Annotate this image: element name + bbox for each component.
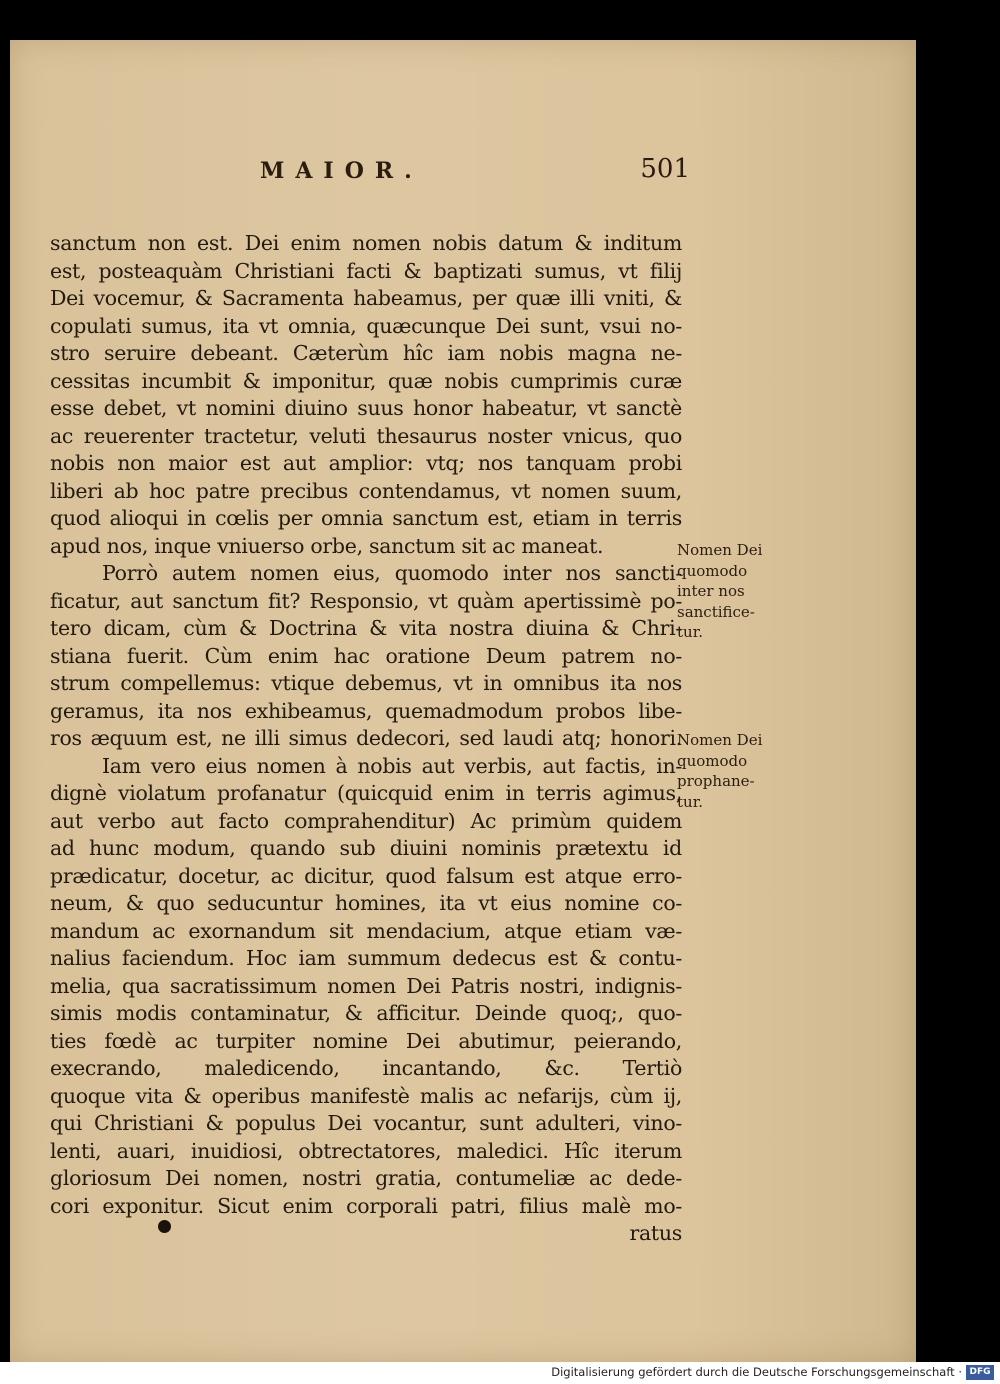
text-line: ros æquum est, ne illi simus dedecori, sed laudi atq; honori. <box>50 726 682 750</box>
text-line: esse debet, vt nomini diuino suus honor habeatur, vt sanctè <box>50 396 682 420</box>
text-line: stiana fuerit. Cùm enim hac oratione Deum patrem no- <box>50 643 682 668</box>
text-line: geramus, ita nos exhibeamus, quemadmodum probos libe- <box>50 698 682 723</box>
text-line: dignè violatum profanatur (quicquid enim in terris agimus, <box>50 781 682 805</box>
page-number: 501 <box>640 154 690 184</box>
text-line: prædicatur, docetur, ac dicitur, quod falsum est atque erro- <box>50 863 682 888</box>
catchword: ratus <box>629 1221 682 1245</box>
text-line: simis modis contaminatur, & afficitur. Deinde quoq;, quo- <box>50 1001 682 1025</box>
margin-note-line: Nomen Dei <box>677 731 763 749</box>
ink-spot <box>158 1220 171 1233</box>
text-line: liberi ab hoc patre precibus contendamus, vt nomen suum, <box>50 478 682 503</box>
text-line: qui Christiani & populus Dei vocantur, sunt adulteri, vino- <box>50 1111 682 1135</box>
text-line: stro seruire debeant. Cæterùm hîc iam nobis magna ne- <box>50 341 682 365</box>
margin-note-sanctificatur <box>677 540 772 643</box>
page-header <box>260 154 690 198</box>
margin-note-prophanetur <box>677 730 772 812</box>
text-line: neum, & quo seducuntur homines, ita vt eius nomine co- <box>50 891 682 915</box>
text-line: cessitas incumbit & imponitur, quæ nobis cumprimis curæ <box>50 368 682 393</box>
text-line: aut verbo aut facto comprahenditur) Ac primùm quidem <box>50 808 682 833</box>
text-line: quod alioqui in cœlis per omnia sanctum est, etiam in terris <box>50 506 682 530</box>
running-head: MAIOR. <box>260 158 423 184</box>
book-page <box>10 40 916 1362</box>
text-line: quoque vita & operibus manifestè malis ac nefarijs, cùm ij, <box>50 1083 682 1108</box>
text-line: sanctum non est. Dei enim nomen nobis datum & inditum <box>50 231 682 255</box>
margin-note-line: sanctifice- <box>677 602 755 621</box>
margin-note-line: prophane- <box>677 772 755 790</box>
text-line: gloriosum Dei nomen, nostri gratia, contumeliæ ac dede- <box>50 1166 682 1190</box>
text-line: tero dicam, cùm & Doctrina & vita nostra diuina & Chri- <box>50 616 682 640</box>
text-line: nalius faciendum. Hoc iam summum dedecus est & contu- <box>50 946 682 970</box>
text-line: strum compellemus: vtique debemus, vt in omnibus ita nos <box>50 671 682 695</box>
text-line: execrando, maledicendo, incantando, &c. Tertiò <box>50 1056 682 1080</box>
margin-note-line: Nomen Dei <box>677 541 763 559</box>
text-line: Dei vocemur, & Sacramenta habeamus, per quæ illi vniti, & <box>50 286 682 310</box>
text-line: est, posteaquàm Christiani facti & baptizati sumus, vt filij <box>50 258 682 283</box>
text-line: ties fœdè ac turpiter nomine Dei abutimur, peierando, <box>50 1028 682 1053</box>
text-line: ac reuerenter tractetur, veluti thesaurus noster vnicus, quo <box>50 423 682 448</box>
dfg-logo-icon: DFG <box>966 1365 994 1380</box>
text-line: cori exponitur. Sicut enim corporali patri, filius malè mo- <box>50 1193 682 1218</box>
text-line: copulati sumus, ita vt omnia, quæcunque Dei sunt, vsui no- <box>50 313 682 338</box>
text-line: mandum ac exornandum sit mendacium, atque etiam væ- <box>50 918 682 943</box>
margin-note-line: quomodo <box>677 561 748 580</box>
margin-note-line: tur. <box>677 623 703 641</box>
funding-credit: Digitalisierung gefördert durch die Deutsche Forschungsgemeinschaft · <box>551 1365 962 1379</box>
paragraph-start-line: Porrò autem nomen eius, quomodo inter nos sancti- <box>102 561 682 585</box>
text-line: lenti, auari, inuidiosi, obtrectatores, maledici. Hîc iterum <box>50 1138 682 1163</box>
text-line: ad hunc modum, quando sub diuini nominis prætextu id <box>50 836 682 860</box>
text-line: melia, qua sacratissimum nomen Dei Patris nostri, indignis- <box>50 973 682 998</box>
text-line: nobis non maior est aut amplior: vtq; nos tanquam probi <box>50 451 682 475</box>
margin-note-line: quomodo <box>677 751 748 770</box>
body-text <box>50 230 682 1248</box>
margin-note-line: inter nos <box>677 582 745 600</box>
digitization-footer <box>0 1362 1000 1384</box>
text-line: ficatur, aut sanctum fit? Responsio, vt quàm apertissimè po- <box>50 588 682 613</box>
margin-note-line: tur. <box>677 792 703 811</box>
text-line: apud nos, inque vniuerso orbe, sanctum sit ac maneat. <box>50 533 604 558</box>
paragraph-start-line: Iam vero eius nomen à nobis aut verbis, aut factis, in- <box>102 753 682 778</box>
